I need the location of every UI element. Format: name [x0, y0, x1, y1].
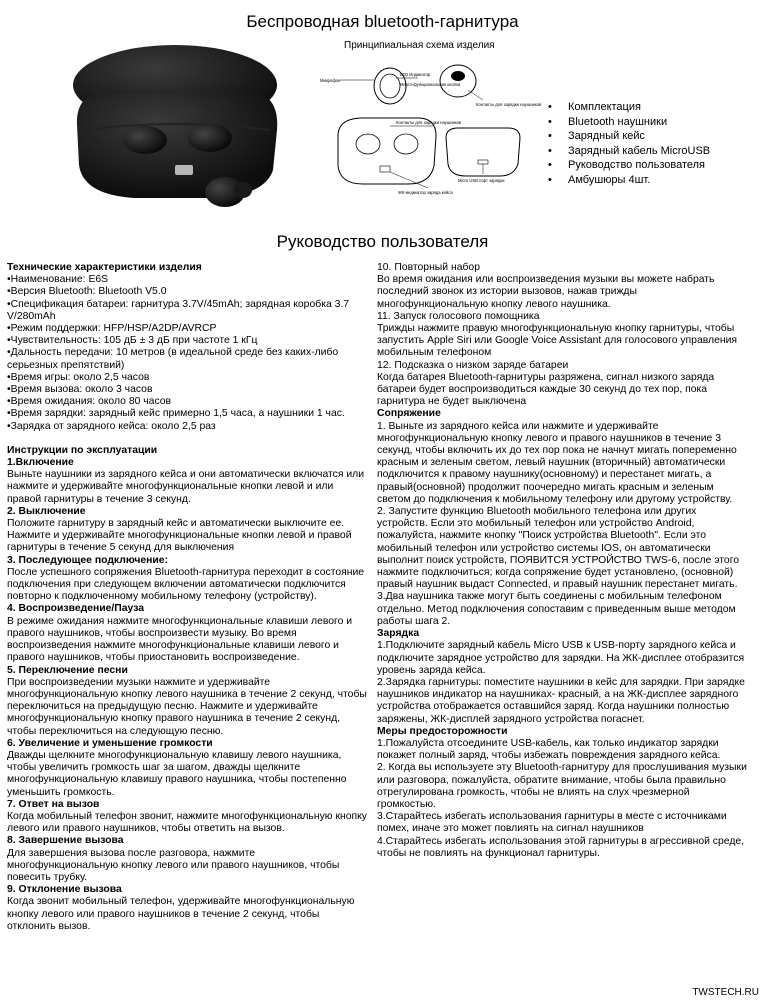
- paragraph: 2. Когда вы используете эту Bluetooth-гарнитуру для прослушивания музыки или разговора, пожалуйста, обратите внимание, чтобы была правильно отрегулирована громкость, чтобы не влиять на слух чрезмерной громкостью.: [377, 762, 747, 810]
- paragraph: •Зарядка от зарядного кейса: около 2,5 раз: [7, 420, 216, 432]
- section-heading: 3. Последующее подключение:: [7, 554, 169, 566]
- label-usb: Micro USB порт зарядки: [458, 178, 505, 183]
- kit-item: • Амбушюры 4шт.: [548, 173, 710, 188]
- document-title: Беспроводная bluetooth-гарнитура: [246, 12, 519, 31]
- paragraph: 11. Запуск голосового помощника: [377, 310, 540, 322]
- section-heading: Зарядка: [377, 628, 420, 640]
- paragraph: •Время вызова: около 3 часов: [7, 384, 153, 396]
- paragraph: Трижды нажмите правую многофункциональную кнопку гарнитуры, чтобы запустить Apple Siri или Google Voice Assistant для голосового управления мобильным телефоном: [377, 323, 738, 359]
- paragraph: После успешного сопряжения Bluetooth-гарнитура переходит в состояние подключения при следующем включении автоматически подключится повторно к подключенному мобильному телефону (устройству).: [7, 566, 365, 603]
- paragraph: Когда звонит мобильный телефон, удерживайте многофункциональную кнопку левого или правого наушников в течение 2 секунд, чтобы отклонить вызов.: [7, 896, 355, 932]
- paragraph: •Время игры: около 2,5 часов: [7, 371, 150, 383]
- kit-item: • Руководство пользователя: [548, 158, 710, 173]
- paragraph: 1.Подключите зарядный кабель Micro USB к USB-порту зарядного кейса и подключите зарядное устройство для зарядки. На ЖК-дисплее отобразится уровень заряда кейса.: [377, 640, 745, 676]
- kit-list: [548, 100, 710, 188]
- paragraph-gap: [7, 433, 367, 445]
- section-heading: Меры предосторожности: [377, 725, 508, 737]
- kit-item: • Bluetooth наушники: [548, 115, 710, 130]
- paragraph: •Время ожидания: около 80 часов: [7, 396, 172, 408]
- paragraph: 10. Повторный набор: [377, 262, 480, 273]
- label-lcd: ЖК-индикатор заряда кейса: [398, 190, 453, 195]
- section-heading: 5. Переключение песни: [7, 664, 128, 676]
- schema-title: Принципиальная схема изделия: [344, 40, 495, 51]
- label-mfb: Много-функциональная кнопка: [400, 82, 461, 87]
- paragraph: При воспроизведении музыки нажмите и удерживайте многофункциональную кнопку левого наушника в течение 2 секунд, чтобы переключиться на предыдущую песню. Нажмите и удерживайте многофункциональную кнопку правого наушника в течение 2 секунд, чтобы переключиться на следующую песню.: [7, 676, 367, 737]
- paragraph: 3.Два наушника также могут быть соединены с мобильным телефоном отдельно. Метод подключения сопоставим с приведенным выше методом работы шага 2.: [377, 591, 736, 627]
- left-column: [7, 262, 367, 933]
- label-mic: Микрофон: [320, 78, 341, 83]
- label-contacts-buds: Контакты для зарядки наушников: [476, 102, 542, 107]
- paragraph: •Время зарядки: зарядный кейс примерно 1,5 часа, а наушники 1 час.: [7, 408, 345, 420]
- guide-title: Руководство пользователя: [276, 232, 489, 251]
- paragraph: •Версия Bluetooth: Bluetooth V5.0: [7, 286, 167, 298]
- product-image: [55, 30, 305, 220]
- section-heading: Сопряжение: [377, 408, 441, 420]
- paragraph: 4.Старайтесь избегать использования этой гарнитуры в агрессивной среде, чтобы не повлиять на функционал гарнитуры.: [377, 835, 745, 859]
- section-heading: 7. Ответ на вызов: [7, 798, 100, 810]
- paragraph: •Наименование: E6S: [7, 274, 109, 286]
- paragraph: Для завершения вызова после разговора, нажмите многофункциональную кнопку левого или правого наушников, чтобы повесить трубку.: [7, 847, 340, 883]
- paragraph: 2. Запустите функцию Bluetooth мобильного телефона или других устройств. Если это мобильный телефон или устройство Android, пожалуйста, нажмите кнопку "Поиск устройства Bluetooth". Если это мобильный телефон или устройство системы IOS, он автоматически выполнит поиск устройств, ПОЯВИТСЯ УСТРОЙСТВО TWS-6, после этого нажмите подключиться; когда сопряжение будет установлено, (основной) правый наушник выдаст Connected, и правый наушник перестанет мигать.: [377, 506, 740, 591]
- section-heading: Технические характеристики изделия: [7, 262, 202, 273]
- paragraph: •Спецификация батареи: гарнитура 3.7V/45mAh; зарядная коробка 3.7 V/280mAh: [7, 298, 350, 322]
- paragraph: 3.Старайтесь избегать использования гарнитуры в месте с источниками помех, иначе это может повлиять на сигнал наушников: [377, 811, 727, 835]
- label-contacts-case: Контакты для зарядки наушников: [396, 120, 462, 125]
- label-led: LED Индикатор: [400, 72, 431, 77]
- section-heading: 9. Отклонение вызова: [7, 884, 122, 896]
- section-heading: Инструкции по эксплуатации: [7, 444, 158, 456]
- product-schematic: [318, 56, 542, 196]
- section-heading: 2. Выключение: [7, 505, 86, 517]
- paragraph: В режиме ожидания нажмите многофункциональные клавиши левого и правого наушников, чтобы воспроизвести музыку. Во время воспроизведения нажмите многофункциональные клавиши левого и правого наушников, чтобы приостановить воспроизведение.: [7, 615, 353, 664]
- paragraph: Когда батарея Bluetooth-гарнитуры разряжена, сигнал низкого заряда батареи будет воспроизводиться каждые 30 секунд до тех пор, пока гарнитура не будет выключена: [377, 371, 715, 408]
- paragraph: •Режим поддержки: HFP/HSP/A2DP/AVRCP: [7, 323, 217, 335]
- paragraph: Во время ожидания или воспроизведения музыки вы можете набрать последний звонок из истории вызовов, нажав трижды многофункциональную кнопку левого наушника.: [377, 274, 715, 310]
- section-heading: 6. Увеличение и уменьшение громкости: [7, 737, 213, 749]
- section-heading: 1.Включение: [7, 457, 74, 469]
- paragraph: •Чувствительность: 105 дБ ± 3 дБ при частоте 1 кГц: [7, 335, 258, 347]
- paragraph: Положите гарнитуру в зарядный кейс и автоматически выключите ее. Нажмите и удерживайте многофункциональные кнопки левой и правой гарнитуры в течение 5 секунд для выключения: [7, 518, 352, 554]
- kit-item: • Зарядный кабель MicroUSB: [548, 144, 710, 159]
- paragraph: 1. Выньте из зарядного кейса или нажмите и удерживайте многофункциональную кнопку левого и правого наушников в течение 3 секунд, чтобы включить их до тех пор пока не начнут мигать попеременно красным и зеленым светом, левый наушник (вторичный) автоматически подключится к правому наушнику(основному) и перестанет мигать, а правый(основной) продолжит поочередно мигать красным и зеленым светом до подключения к мобильному телефону или другому устройству.: [377, 420, 737, 505]
- right-column: [377, 262, 749, 860]
- paragraph: 1.Пожалуйста отсоедините USB-кабель, как только индикатор зарядки покажет полный заряд, чтобы избежать повреждения зарядного кейса.: [377, 737, 721, 762]
- paragraph: •Дальность передачи: 10 метров (в идеальной среде без каких-либо серьезных препятствий): [7, 347, 339, 371]
- paragraph: Когда мобильный телефон звонит, нажмите многофункциональную кнопку левого или правого наушников, чтобы ответить на вызов.: [7, 810, 367, 835]
- section-heading: 4. Воспроизведение/Пауза: [7, 603, 144, 615]
- paragraph: Выньте наушники из зарядного кейса и они автоматически включатся или нажмите и удерживайте многофункциональные кнопки левой и или правой гарнитуры в течение 3 секунд.: [7, 469, 365, 505]
- footer-site: TWSTECH.RU: [692, 987, 759, 998]
- paragraph: 2.Зарядка гарнитуры: поместите наушники в кейс для зарядки. При зарядке наушников индикатор на наушниках- красный, а на ЖК-дисплее зарядного устройства отображается оставшийся заряд. Когда наушники полностью заряжены, ЖК-дисплей зарядного устройства погаснет.: [377, 676, 745, 725]
- kit-item: • Зарядный кейс: [548, 129, 710, 144]
- section-heading: 8. Завершение вызова: [7, 835, 124, 847]
- kit-item: • Комплектация: [548, 100, 710, 115]
- paragraph: 12. Подсказка о низком заряде батареи: [377, 359, 569, 371]
- paragraph: Дважды щелкните многофункциональную клавишу левого наушника, чтобы увеличить громкость шаг за шагом, дважды щелкните многофункциональную клавишу правого наушника, чтобы постепенно уменьшить громкость.: [7, 749, 347, 798]
